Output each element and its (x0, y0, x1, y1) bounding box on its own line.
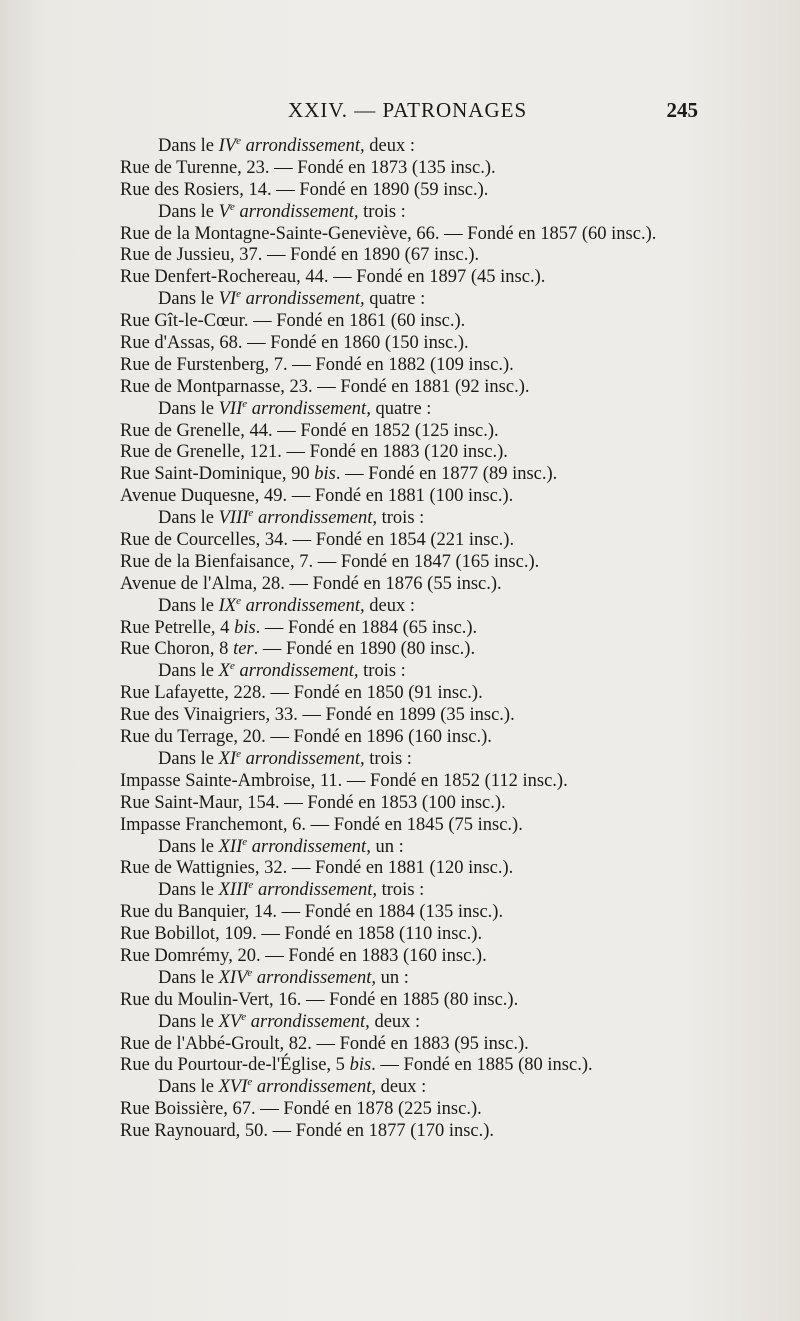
arrondissement-heading (120, 202, 720, 224)
arrondissement-number: XV (218, 1011, 242, 1032)
entry-text: Impasse Franchemont, 6. — Fondé en 1845 (75 insc.). (120, 814, 523, 835)
entry-text: Rue Raynouard, 50. — Fondé en 1877 (170 insc.). (120, 1121, 495, 1142)
ordinal-suffix: e (236, 594, 241, 607)
arrondissement-number: XIV (218, 967, 248, 988)
patronage-count: trois : (358, 661, 406, 682)
heading-prefix: Dans le (158, 967, 219, 988)
ordinal-suffix: e (229, 200, 235, 213)
arrondissement-word: arrondissement, (240, 136, 365, 156)
patronage-entry (120, 1034, 720, 1056)
patronage-count: trois : (364, 748, 412, 769)
heading-prefix: Dans le (158, 136, 219, 156)
ordinal-suffix: e (248, 506, 254, 519)
patronage-entry (120, 464, 720, 486)
arrondissement-word: arrondissement, (252, 1077, 376, 1098)
entry-text: Rue de la Montagne-Sainte-Geneviève, 66. — Fondé en 1857 (60 insc.). (120, 223, 657, 244)
entry-text: Rue Domrémy, 20. — Fondé en 1883 (160 insc.). (120, 945, 487, 966)
heading-prefix: Dans le (158, 595, 219, 616)
heading-prefix: Dans le (158, 289, 219, 310)
patronage-count: quatre : (370, 398, 432, 419)
arrondissement-number: VI (218, 289, 237, 310)
patronage-entry (120, 1099, 720, 1121)
entry-text: Rue de la Bienfaisance, 7. — Fondé en 1847 (165 insc.). (120, 551, 540, 572)
patronage-entry (120, 355, 720, 377)
patronage-entry (120, 530, 720, 552)
entry-address: Rue Choron, 8 (120, 639, 234, 660)
patronage-entry (120, 1121, 720, 1143)
patronage-entry (120, 333, 720, 355)
arrondissement-heading (120, 508, 720, 530)
arrondissement-heading (120, 661, 720, 683)
patronage-entry (120, 858, 720, 880)
entry-text: Rue des Rosiers, 14. — Fondé en 1890 (59 insc.). (120, 179, 489, 200)
patronage-entry (120, 946, 720, 968)
arrondissement-word: arrondissement, (252, 967, 376, 988)
patronage-entry (120, 377, 720, 399)
entry-address: Rue Petrelle, 4 (120, 617, 235, 638)
arrondissement-number: IV (218, 136, 237, 156)
arrondissement-heading (120, 1077, 720, 1099)
patronage-entry (120, 486, 720, 508)
entry-text: Rue de Wattignies, 32. — Fondé en 1881 (120 insc.). (120, 858, 514, 879)
entry-text: Rue de Grenelle, 44. — Fondé en 1852 (125 insc.). (120, 420, 499, 441)
patronage-entry (120, 683, 720, 705)
entry-text: Rue du Banquier, 14. — Fondé en 1884 (135 insc.). (120, 902, 504, 923)
heading-prefix: Dans le (158, 748, 219, 769)
ordinal-suffix: e (248, 879, 254, 892)
arrondissement-heading (120, 880, 720, 902)
patronage-entry (120, 902, 720, 924)
ordinal-suffix: e (242, 397, 248, 410)
patronage-count: deux : (364, 595, 416, 616)
entry-text: Rue Gît-le-Cœur. — Fondé en 1861 (60 insc.). (120, 311, 466, 332)
patronage-entry (120, 158, 720, 180)
patronage-entry (120, 990, 720, 1012)
patronage-count: deux : (369, 1011, 421, 1032)
arrondissement-number: XIII (218, 880, 249, 901)
patronage-entry (120, 705, 720, 727)
arrondissement-heading (120, 968, 720, 990)
entry-address-suffix: bis (314, 464, 336, 485)
arrondissement-number: X (218, 661, 230, 682)
arrondissement-number: V (218, 201, 230, 222)
entry-address: Rue du Pourtour-de-l'Église, 5 (120, 1055, 350, 1076)
entry-founded: . — Fondé en 1884 (65 insc.). (255, 617, 478, 638)
entry-text: Rue de Grenelle, 121. — Fondé en 1883 (120 insc.). (120, 442, 508, 463)
ordinal-suffix: e (241, 1010, 247, 1023)
heading-prefix: Dans le (158, 836, 219, 857)
patronage-entry (120, 924, 720, 946)
entry-text: Rue de Jussieu, 37. — Fondé en 1890 (67 insc.). (120, 245, 480, 266)
entry-address-suffix: bis (349, 1055, 372, 1076)
ordinal-suffix: e (247, 966, 253, 979)
page-number: 245 (666, 98, 698, 122)
arrondissement-heading (120, 136, 720, 158)
heading-prefix: Dans le (158, 201, 219, 222)
patronage-list (120, 136, 720, 1143)
heading-prefix: Dans le (158, 880, 219, 901)
entry-address-suffix: ter (233, 639, 254, 660)
entry-founded: . — Fondé en 1890 (80 insc.). (253, 639, 476, 660)
entry-text: Rue du Terrage, 20. — Fondé en 1896 (160 insc.). (120, 727, 492, 748)
arrondissement-number: XI (218, 748, 237, 769)
arrondissement-heading (120, 399, 720, 421)
entry-address: Rue Saint-Dominique, 90 (120, 464, 315, 485)
patronage-count: deux : (364, 136, 416, 156)
patronage-entry (120, 727, 720, 749)
ordinal-suffix: e (229, 660, 235, 673)
patronage-entry (120, 224, 720, 246)
arrondissement-word: arrondissement, (240, 595, 365, 616)
page-header (120, 98, 698, 128)
arrondissement-heading (120, 749, 720, 771)
arrondissement-word: arrondissement, (247, 398, 371, 419)
patronage-count: trois : (358, 201, 406, 222)
arrondissement-number: VIII (218, 508, 249, 529)
entry-text: Rue de Montparnasse, 23. — Fondé en 1881 (92 insc.). (120, 376, 530, 397)
entry-founded: . — Fondé en 1885 (80 insc.). (371, 1055, 593, 1076)
arrondissement-number: IX (218, 595, 237, 616)
patronage-entry (120, 815, 720, 837)
entry-text: Avenue de l'Alma, 28. — Fondé en 1876 (55 insc.). (120, 573, 502, 594)
entry-address-suffix: bis (234, 617, 256, 638)
arrondissement-heading (120, 289, 720, 311)
patronage-count: trois : (377, 508, 425, 529)
arrondissement-number: XII (218, 836, 243, 857)
patronage-count: un : (370, 836, 404, 857)
arrondissement-word: arrondissement, (247, 836, 371, 857)
arrondissement-word: arrondissement, (246, 1011, 370, 1032)
entry-text: Avenue Duquesne, 49. — Fondé en 1881 (100 insc.). (120, 486, 514, 507)
patronage-entry (120, 574, 720, 596)
entry-text: Rue Bobillot, 109. — Fondé en 1858 (110 insc.). (120, 924, 483, 945)
entry-founded: . — Fondé en 1877 (89 insc.). (335, 464, 558, 485)
patronage-entry (120, 771, 720, 793)
arrondissement-number: VII (218, 398, 243, 419)
ordinal-suffix: e (242, 835, 248, 848)
patronage-count: trois : (377, 880, 425, 901)
entry-text: Rue de l'Abbé-Groult, 82. — Fondé en 1883 (95 insc.). (120, 1033, 529, 1054)
entry-text: Rue de Furstenberg, 7. — Fondé en 1882 (109 insc.). (120, 354, 514, 375)
entry-text: Rue Boissière, 67. — Fondé en 1878 (225 insc.). (120, 1099, 482, 1120)
patronage-entry (120, 552, 720, 574)
arrondissement-word: arrondissement, (253, 880, 377, 901)
patronage-count: quatre : (364, 289, 426, 310)
entry-text: Impasse Sainte-Ambroise, 11. — Fondé en 1852 (112 insc.). (120, 770, 568, 791)
arrondissement-heading (120, 837, 720, 859)
entry-text: Rue Saint-Maur, 154. — Fondé en 1853 (100 insc.). (120, 792, 506, 813)
entry-text: Rue Lafayette, 228. — Fondé en 1850 (91 insc.). (120, 683, 483, 704)
patronage-entry (120, 311, 720, 333)
arrondissement-word: arrondissement, (234, 661, 359, 682)
heading-prefix: Dans le (158, 661, 219, 682)
entry-text: Rue de Courcelles, 34. — Fondé en 1854 (221 insc.). (120, 530, 515, 551)
arrondissement-heading (120, 1012, 720, 1034)
patronage-entry (120, 421, 720, 443)
patronage-entry (120, 618, 720, 640)
patronage-count: un : (375, 967, 409, 988)
patronage-entry (120, 180, 720, 202)
ordinal-suffix: e (236, 134, 241, 147)
heading-prefix: Dans le (158, 1077, 219, 1098)
ordinal-suffix: e (236, 288, 241, 301)
patronage-entry (120, 245, 720, 267)
arrondissement-word: arrondissement, (240, 289, 365, 310)
running-title: XXIV. — PATRONAGES (288, 98, 528, 122)
ordinal-suffix: e (247, 1076, 253, 1089)
arrondissement-word: arrondissement, (253, 508, 377, 529)
arrondissement-heading (120, 596, 720, 618)
entry-text: Rue d'Assas, 68. — Fondé en 1860 (150 insc.). (120, 333, 469, 354)
patronage-entry (120, 1055, 720, 1077)
arrondissement-word: arrondissement, (240, 748, 365, 769)
patronage-count: deux : (375, 1077, 427, 1098)
patronage-entry (120, 793, 720, 815)
patronage-entry (120, 639, 720, 661)
arrondissement-number: XVI (218, 1077, 248, 1098)
heading-prefix: Dans le (158, 398, 219, 419)
heading-prefix: Dans le (158, 1011, 219, 1032)
patronage-entry (120, 442, 720, 464)
patronage-entry (120, 267, 720, 289)
entry-text: Rue Denfert-Rochereau, 44. — Fondé en 1897 (45 insc.). (120, 267, 546, 288)
heading-prefix: Dans le (158, 508, 219, 529)
entry-text: Rue du Moulin-Vert, 16. — Fondé en 1885 (80 insc.). (120, 989, 519, 1010)
entry-text: Rue de Turenne, 23. — Fondé en 1873 (135 insc.). (120, 157, 496, 178)
entry-text: Rue des Vinaigriers, 33. — Fondé en 1899 (35 insc.). (120, 705, 515, 726)
arrondissement-word: arrondissement, (234, 201, 359, 222)
ordinal-suffix: e (236, 747, 241, 760)
